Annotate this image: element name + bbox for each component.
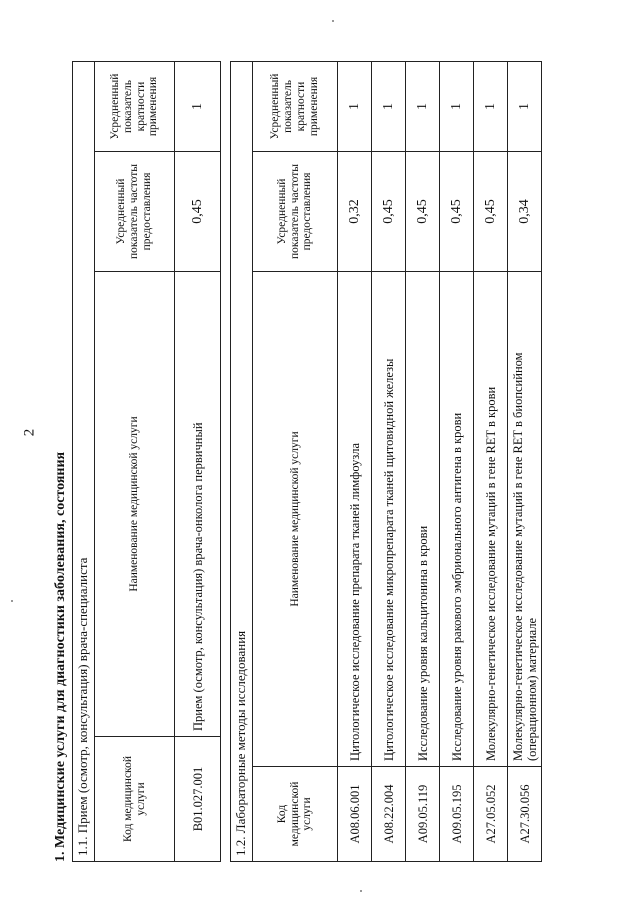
table-row (474, 61, 508, 861)
service-code: A08.22.004 (372, 767, 406, 862)
service-name: Исследование уровня кальцитонина в крови (406, 272, 440, 767)
multiplicity-value: 1 (474, 61, 508, 151)
service-code: A08.06.001 (338, 767, 372, 862)
frequency-value: 0,45 (474, 152, 508, 272)
page-number: 2 (21, 428, 38, 437)
multiplicity-value: 1 (175, 61, 221, 151)
service-name: Молекулярно-генетическое исследование мутаций в гене RET в крови (474, 272, 508, 767)
multiplicity-value: 1 (440, 61, 474, 151)
column-header-frequency: Усредненный показатель частоты предоставления (253, 152, 338, 272)
scan-speck (360, 890, 362, 892)
service-code: A27.05.052 (474, 767, 508, 862)
table-row (175, 61, 221, 861)
column-header-frequency: Усредненный показатель частоты предоставления (95, 152, 175, 272)
service-code: A09.05.119 (406, 767, 440, 862)
service-name: Цитологическое исследование микропрепарата тканей щитовидной железы (372, 272, 406, 767)
table-row (406, 61, 440, 861)
service-name: Исследование уровня ракового эмбрионального антигена в крови (440, 272, 474, 767)
frequency-value: 0,34 (508, 152, 542, 272)
subsection-caption: 1.1. Прием (осмотр, консультация) врача-специалиста (73, 61, 95, 861)
column-header-multiplicity: Усредненный показатель кратности применения (253, 61, 338, 151)
frequency-value: 0,45 (372, 152, 406, 272)
multiplicity-value: 1 (372, 61, 406, 151)
scan-speck (11, 600, 13, 602)
table-row (372, 61, 406, 861)
table-row (338, 61, 372, 861)
column-header-code: Код медицинской услуги (95, 737, 175, 862)
frequency-value: 0,45 (175, 152, 221, 272)
service-name: Цитологическое исследование препарата тканей лимфоузла (338, 272, 372, 767)
service-code: A27.30.056 (508, 767, 542, 862)
page-content (50, 32, 590, 862)
table-row (440, 61, 474, 861)
section-title: 1. Медицинские услуги для диагностики заболевания, состояния (53, 451, 68, 862)
multiplicity-value: 1 (508, 61, 542, 151)
frequency-value: 0,32 (338, 152, 372, 272)
column-header-name: Наименование медицинской услуги (95, 272, 175, 737)
frequency-value: 0,45 (440, 152, 474, 272)
multiplicity-value: 1 (406, 61, 440, 151)
service-code: A09.05.195 (440, 767, 474, 862)
frequency-value: 0,45 (406, 152, 440, 272)
column-header-multiplicity: Усредненный показатель кратности применения (95, 61, 175, 151)
table-laboratory-methods (230, 61, 542, 862)
table-row (508, 61, 542, 861)
column-header-code: Код медицинской услуги (253, 767, 338, 862)
service-name: Молекулярно-генетическое исследование мутаций в гене RET в биопсийном (операционном) материале (508, 272, 542, 767)
table-doctor-consultation (72, 61, 221, 862)
service-code: B01.027.001 (175, 737, 221, 862)
subsection-caption: 1.2. Лабораторные методы исследования (231, 61, 253, 861)
multiplicity-value: 1 (338, 61, 372, 151)
column-header-name: Наименование медицинской услуги (253, 272, 338, 767)
scan-speck (332, 20, 334, 22)
service-name: Прием (осмотр, консультация) врача-онколога первичный (175, 272, 221, 737)
